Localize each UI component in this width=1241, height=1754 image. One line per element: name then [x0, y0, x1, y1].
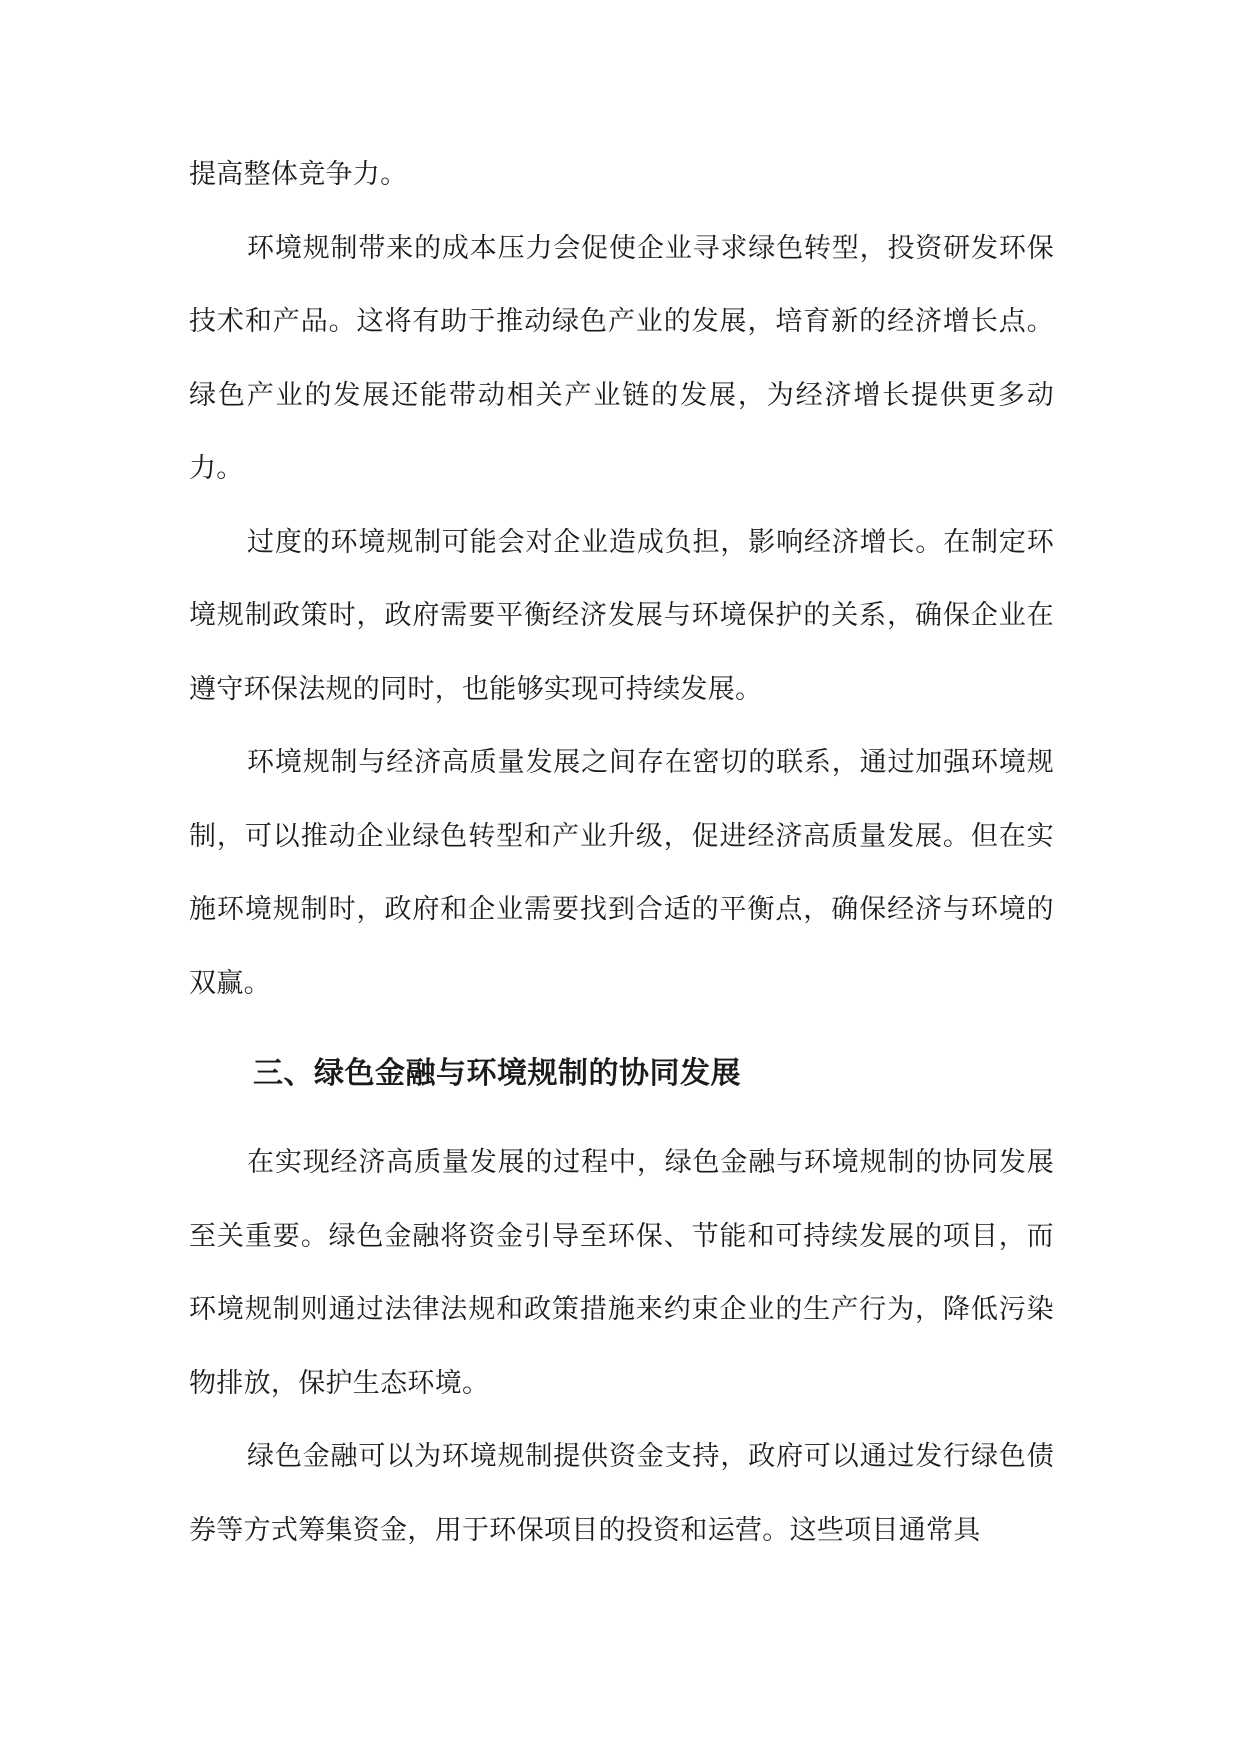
- paragraph-regulation-summary: 环境规制与经济高质量发展之间存在密切的联系，通过加强环境规制，可以推动企业绿色转型和产业升级，促进经济高质量发展。但在实施环境规制时，政府和企业需要找到合适的平衡点，确保经济与环境的双赢。: [189, 747, 1054, 999]
- paragraph-excessive-regulation: 过度的环境规制可能会对企业造成负担，影响经济增长。在制定环境规制政策时，政府需要平衡经济发展与环境保护的关系，确保企业在遵守环保法规的同时，也能够实现可持续发展。: [189, 526, 1054, 705]
- section-heading: 三、绿色金融与环境规制的协同发展: [253, 1056, 741, 1091]
- paragraph-continuation: 提高整体竞争力。: [189, 159, 408, 190]
- paragraph-green-finance-support: 绿色金融可以为环境规制提供资金支持，政府可以通过发行绿色债券等方式筹集资金，用于环保项目的投资和运营。这些项目通常具: [189, 1441, 1054, 1546]
- paragraph-synergy: 在实现经济高质量发展的过程中，绿色金融与环境规制的协同发展至关重要。绿色金融将资金引导至环保、节能和可持续发展的项目，而环境规制则通过法律法规和政策措施来约束企业的生产行为，降低污染物排放，保护生态环境。: [189, 1147, 1054, 1399]
- document-body: [189, 138, 1054, 1567]
- paragraph-green-transformation: 环境规制带来的成本压力会促使企业寻求绿色转型，投资研发环保技术和产品。这将有助于推动绿色产业的发展，培育新的经济增长点。绿色产业的发展还能带动相关产业链的发展，为经济增长提供更多动力。: [189, 232, 1054, 484]
